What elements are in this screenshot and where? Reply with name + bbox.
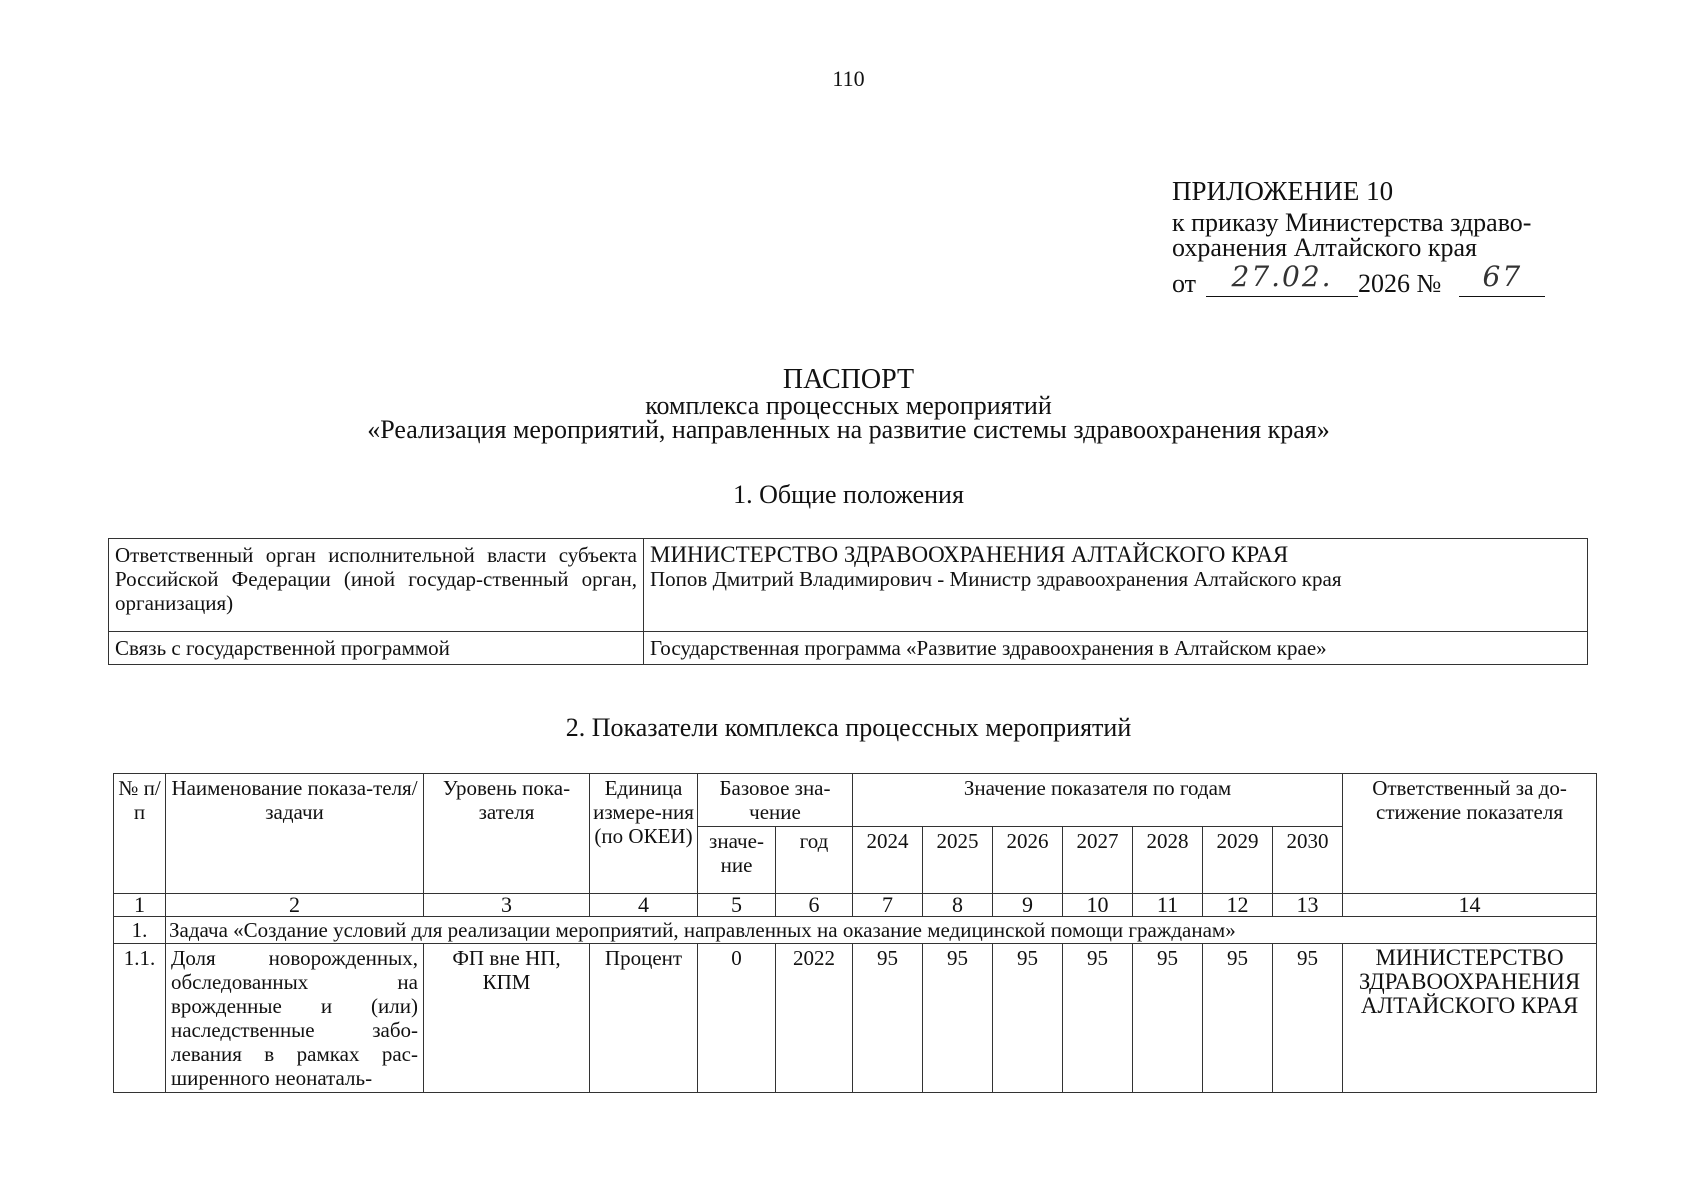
from-label: от <box>1172 269 1197 298</box>
number-field <box>1459 260 1545 297</box>
appendix-title: ПРИЛОЖЕНИЕ 10 <box>1172 176 1394 206</box>
minister-name: Попов Дмитрий Владимирович - Министр здравоохранения Алтайского края <box>650 567 1342 591</box>
passport-name: «Реализация мероприятий, направленных на развитие системы здравоохранения края» <box>367 415 1330 444</box>
column-number: 10 <box>1063 894 1133 917</box>
column-number: 7 <box>853 894 923 917</box>
indicator-value: 95 <box>853 944 923 1093</box>
header-base-value: значе-ние <box>698 827 776 894</box>
header-unit: Единица измере-ния (по ОКЕИ) <box>590 774 698 894</box>
indicator-value: 95 <box>1203 944 1273 1093</box>
general-info-table <box>108 538 1588 665</box>
column-number: 3 <box>424 894 590 917</box>
header-year: 2028 <box>1133 827 1203 894</box>
passport-heading <box>0 366 1697 442</box>
header-num: № п/п <box>114 774 166 894</box>
responsible-body-label: Ответственный орган исполнительной власти субъекта Российской Федерации (иной государ-ственный орган, организация) <box>109 539 644 632</box>
indicator-name: Доля новорожденных, обследованных на врожденные и (или) наследственные забо-левания в рамках рас-ширенного неонаталь- <box>166 944 424 1093</box>
column-number: 11 <box>1133 894 1203 917</box>
column-number: 6 <box>776 894 853 917</box>
task-text: Задача «Создание условий для реализации мероприятий, направленных на оказание медицинской помощи гражданам» <box>166 917 1597 944</box>
column-number: 4 <box>590 894 698 917</box>
column-number: 5 <box>698 894 776 917</box>
header-year: 2025 <box>923 827 993 894</box>
table-row <box>109 539 1588 632</box>
header-year: 2029 <box>1203 827 1273 894</box>
program-link-value: Государственная программа «Развитие здравоохранения в Алтайском крае» <box>644 632 1588 665</box>
indicator-value: 95 <box>1273 944 1343 1093</box>
header-responsible: Ответственный за до-стижение показателя <box>1343 774 1597 894</box>
column-number: 8 <box>923 894 993 917</box>
indicator-responsible: МИНИСТЕРСТВО ЗДРАВООХРАНЕНИЯ АЛТАЙСКОГО КРАЯ <box>1343 944 1597 1093</box>
table-header-row <box>114 774 1597 827</box>
handwritten-number: 67 <box>1482 260 1523 293</box>
header-year: 2030 <box>1273 827 1343 894</box>
passport-title: ПАСПОРТ <box>782 364 915 395</box>
year-number-label: 2026 № <box>1358 269 1442 298</box>
handwritten-date: 27.02. <box>1231 260 1333 293</box>
column-number: 1 <box>114 894 166 917</box>
header-name: Наименование показа-теля/задачи <box>166 774 424 894</box>
header-base: Базовое зна-чение <box>698 774 853 827</box>
column-number: 2 <box>166 894 424 917</box>
table-row <box>109 632 1588 665</box>
appendix-block <box>1172 178 1592 297</box>
ministry-name: МИНИСТЕРСТВО ЗДРАВООХРАНЕНИЯ АЛТАЙСКОГО КРАЯ <box>650 542 1289 567</box>
header-years-group: Значение показателя по годам <box>853 774 1343 827</box>
indicator-base-value: 0 <box>698 944 776 1093</box>
indicator-number: 1.1. <box>114 944 166 1093</box>
responsible-body-value <box>644 539 1588 632</box>
column-number-row <box>114 894 1597 917</box>
appendix-line-2: охранения Алтайского края <box>1172 233 1478 262</box>
program-link-label: Связь с государственной программой <box>109 632 644 665</box>
indicator-value: 95 <box>923 944 993 1093</box>
section-2-title: 2. Показатели комплекса процессных мероприятий <box>565 713 1132 742</box>
indicator-unit: Процент <box>590 944 698 1093</box>
page-number: 110 <box>832 66 865 91</box>
column-number: 13 <box>1273 894 1343 917</box>
header-base-year: год <box>776 827 853 894</box>
header-year: 2024 <box>853 827 923 894</box>
task-row <box>114 917 1597 944</box>
indicators-table <box>113 773 1597 1093</box>
table-row <box>114 944 1597 1093</box>
indicator-value: 95 <box>993 944 1063 1093</box>
section-1-title: 1. Общие положения <box>733 480 964 509</box>
indicator-base-year: 2022 <box>776 944 853 1093</box>
task-number: 1. <box>114 917 166 944</box>
column-number: 12 <box>1203 894 1273 917</box>
header-level: Уровень пока-зателя <box>424 774 590 894</box>
appendix-date-line <box>1172 260 1592 298</box>
header-year: 2026 <box>993 827 1063 894</box>
indicator-value: 95 <box>1133 944 1203 1093</box>
column-number: 9 <box>993 894 1063 917</box>
column-number: 14 <box>1343 894 1597 917</box>
header-year: 2027 <box>1063 827 1133 894</box>
indicator-value: 95 <box>1063 944 1133 1093</box>
appendix-line-1: к приказу Министерства здраво- <box>1172 208 1532 237</box>
indicator-level: ФП вне НП, КПМ <box>424 944 590 1093</box>
passport-subtitle: комплекса процессных мероприятий <box>645 391 1052 420</box>
date-field <box>1206 260 1358 297</box>
